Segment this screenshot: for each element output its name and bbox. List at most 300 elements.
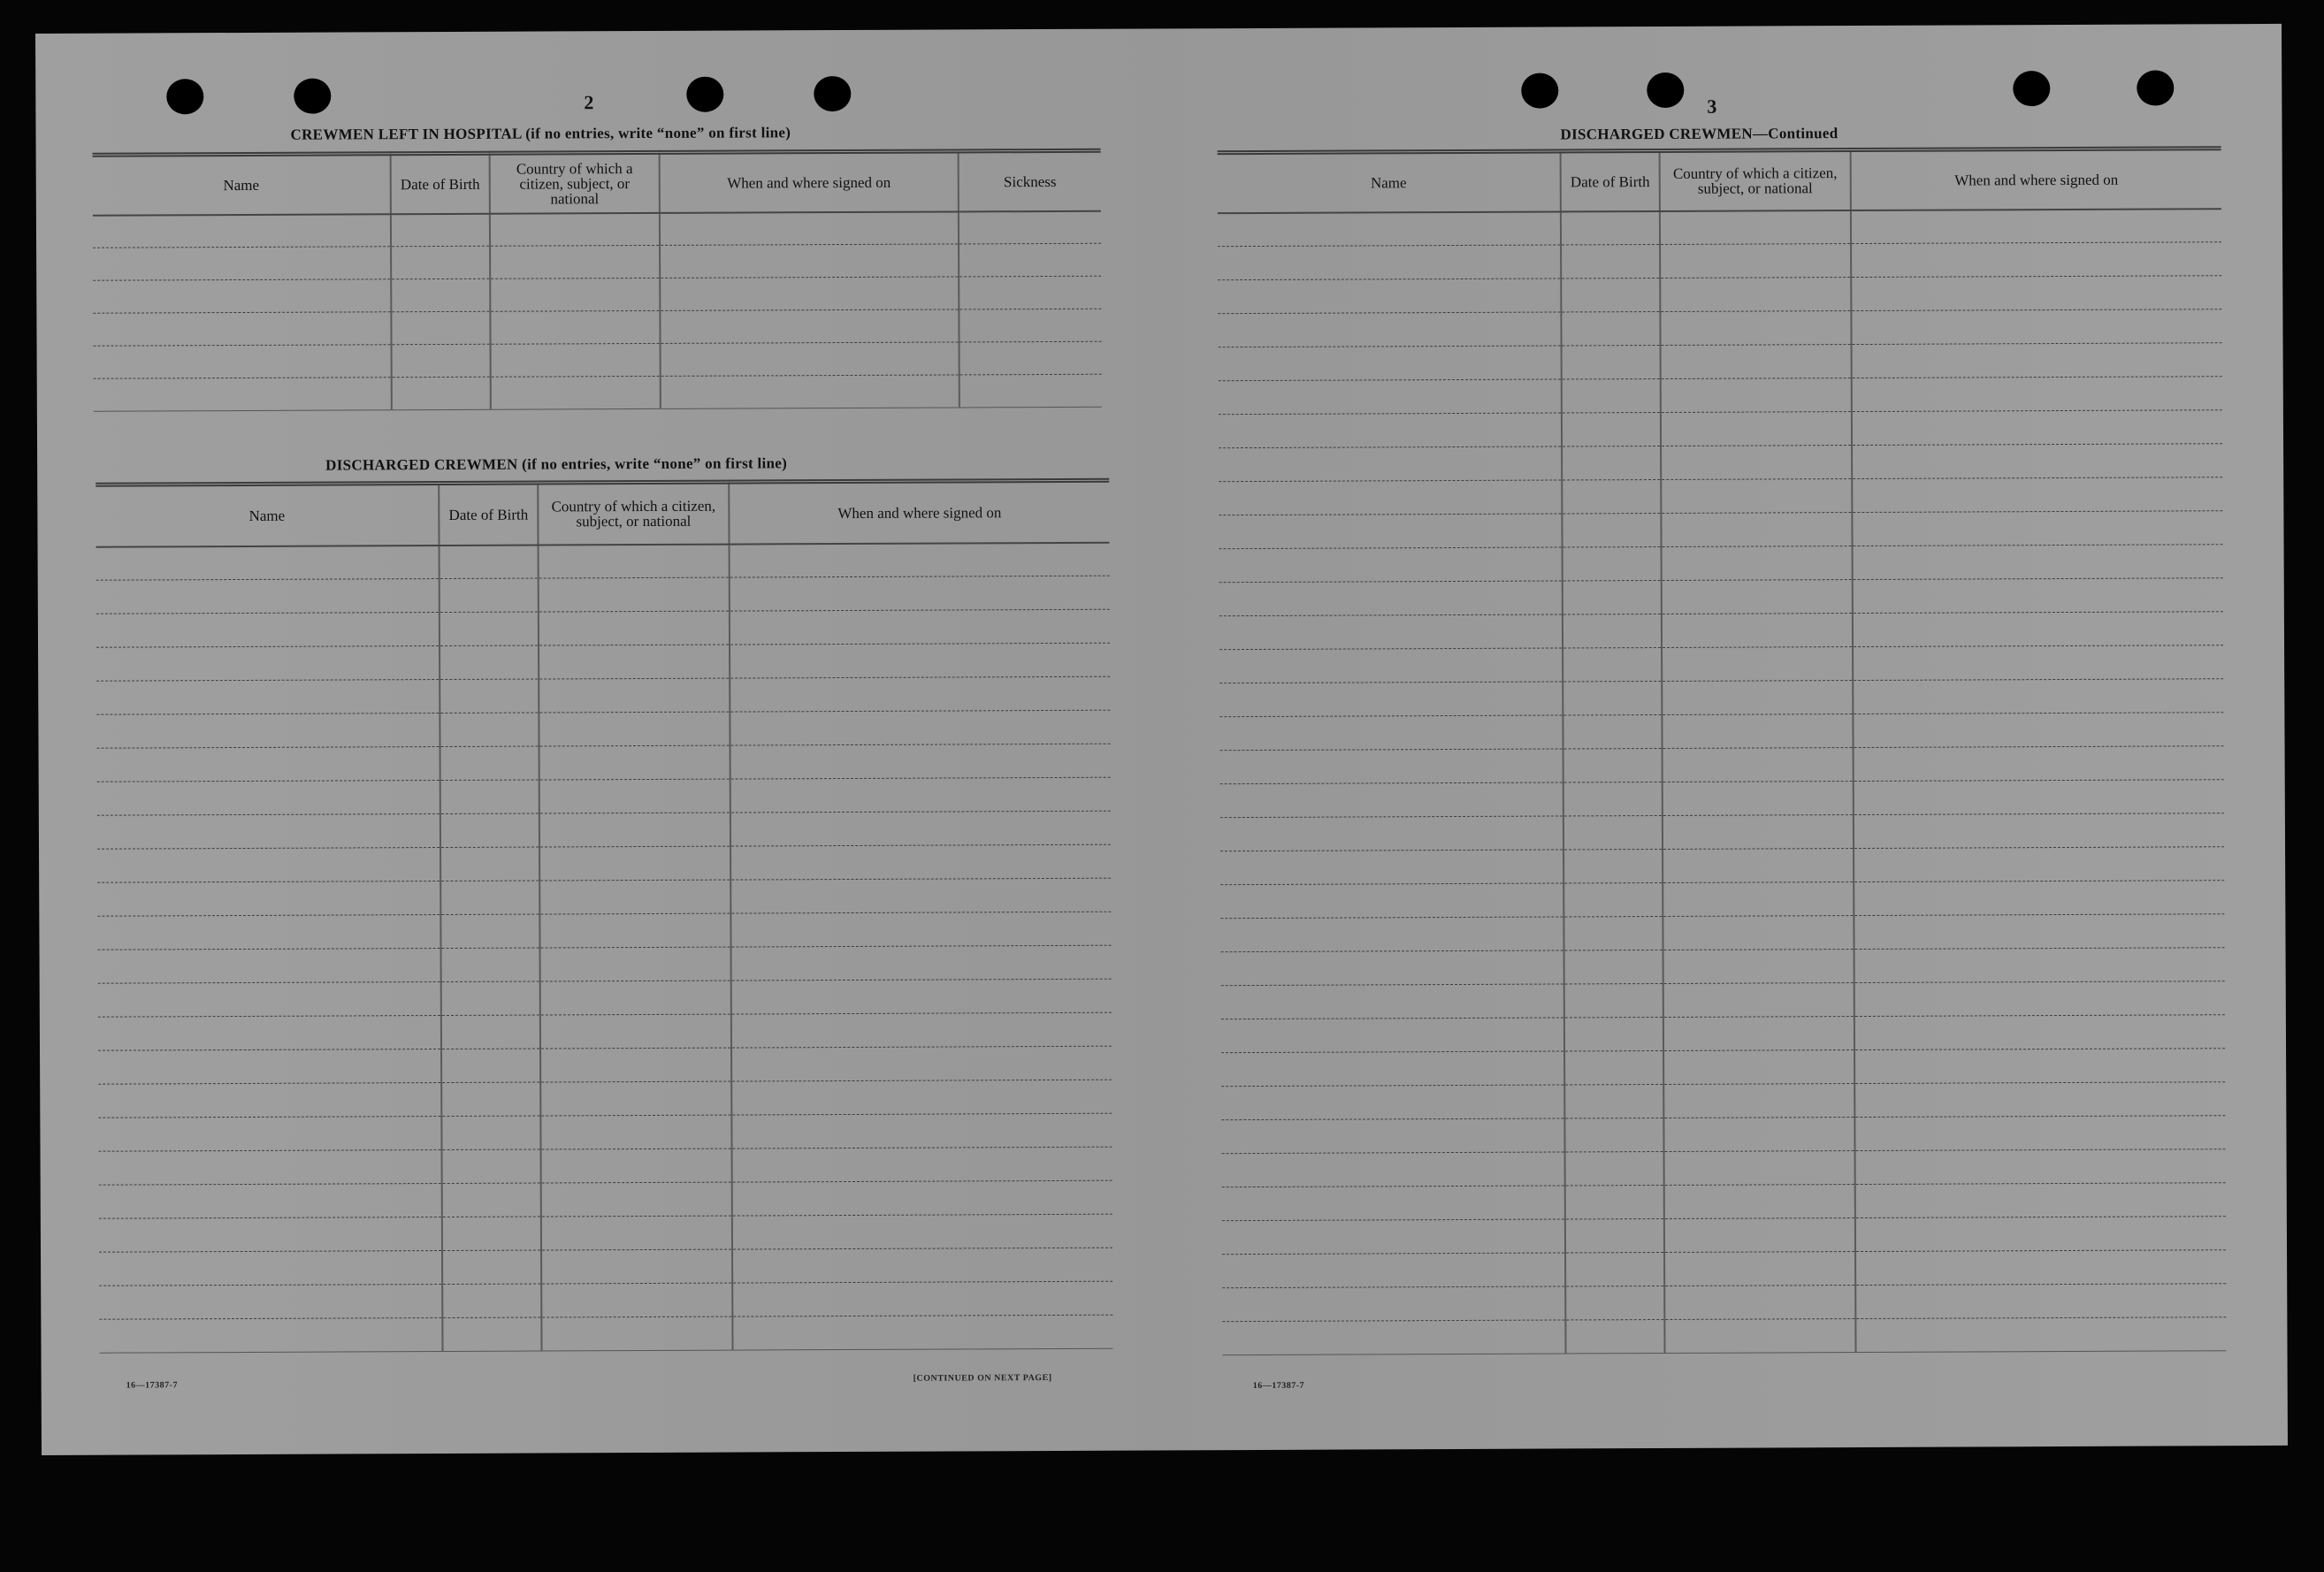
blank-cell (959, 374, 1102, 408)
blank-cell (1855, 1217, 2226, 1252)
blank-cell (1222, 1286, 1565, 1322)
blank-cell (732, 1248, 1112, 1283)
table-row (1219, 511, 2222, 549)
document-sheet (35, 24, 2288, 1455)
table-row (1222, 1149, 2226, 1187)
table-row (97, 912, 1111, 950)
blank-cell (731, 1080, 1112, 1115)
blank-cell (1854, 780, 2224, 815)
blank-cell (539, 846, 730, 881)
blank-cell (731, 1012, 1112, 1048)
table-row (1218, 209, 2221, 247)
blank-cell (1565, 1286, 1664, 1319)
blank-cell (440, 746, 539, 780)
blank-cell (1563, 849, 1663, 882)
blank-cell (1661, 479, 1852, 514)
blank-cell (731, 1046, 1112, 1081)
blank-cell (1664, 1151, 1855, 1186)
blank-cell (440, 914, 539, 948)
table-row (93, 243, 1101, 280)
blank-cell (1852, 377, 2222, 412)
blank-cell (661, 375, 959, 408)
blank-cell (391, 311, 490, 344)
blank-cell (1663, 1118, 1854, 1152)
blank-cell (96, 579, 440, 614)
blank-cell (1663, 849, 1854, 883)
blank-cell (490, 278, 660, 311)
blank-cell (1219, 346, 1562, 381)
blank-cell (98, 982, 441, 1018)
table-row (1220, 780, 2224, 818)
table-row (1220, 746, 2224, 784)
blank-cell (1853, 578, 2223, 614)
table-row (1219, 578, 2223, 616)
col-signed-on-header: When and where signed on (660, 151, 959, 212)
blank-cell (490, 310, 660, 344)
blank-cell (1853, 679, 2223, 714)
blank-cell (730, 912, 1111, 947)
blank-cell (440, 713, 539, 746)
table-row (97, 744, 1111, 782)
blank-cell (442, 1317, 541, 1351)
blank-cell (732, 1180, 1112, 1216)
blank-cell (660, 211, 959, 245)
blank-cell (392, 377, 491, 409)
blank-cell (1563, 614, 1662, 647)
blank-cell (540, 1014, 731, 1049)
blank-cell (440, 847, 539, 881)
blank-cell (97, 814, 440, 850)
blank-cell (1219, 446, 1562, 482)
blank-cell (731, 979, 1112, 1014)
blank-cell (1562, 513, 1661, 546)
blank-cell (1565, 1218, 1664, 1252)
blank-cell (490, 245, 660, 279)
blank-cell (1563, 546, 1662, 580)
table-row (93, 309, 1101, 346)
continued-note: [CONTINUED ON NEXT PAGE] (913, 1372, 1052, 1384)
punch-hole (1647, 72, 1684, 108)
table-row (1220, 881, 2224, 919)
blank-cell (440, 578, 539, 612)
blank-cell (1220, 782, 1563, 818)
blank-cell (440, 813, 539, 847)
blank-cell (1563, 882, 1663, 916)
punch-hole (166, 79, 203, 114)
blank-cell (98, 1117, 441, 1152)
blank-cell (96, 546, 440, 581)
blank-cell (391, 246, 490, 279)
blank-cell (99, 1184, 442, 1219)
blank-cell (96, 714, 440, 749)
blank-cell (1565, 1319, 1664, 1353)
blank-cell (1852, 511, 2222, 546)
table-row (98, 979, 1112, 1017)
blank-cell (1662, 681, 1853, 715)
blank-cell (442, 1250, 541, 1284)
table-row (1219, 477, 2222, 515)
blank-cell (441, 1116, 540, 1149)
blank-cell (93, 279, 391, 313)
blank-cell (1663, 950, 1854, 984)
blank-cell (730, 676, 1110, 712)
blank-cell (1854, 981, 2225, 1017)
table-row (1218, 242, 2221, 280)
blank-cell (1563, 580, 1662, 614)
col-country-header: Country of which a citizen, subject, or national (1660, 150, 1851, 211)
blank-cell (730, 710, 1110, 745)
discharged-section-title: DISCHARGED CREWMEN (if no entries, write “none” on first line) (325, 454, 788, 474)
blank-cell (1854, 948, 2225, 983)
blank-cell (1219, 547, 1563, 583)
table-row (1220, 813, 2224, 851)
blank-cell (1221, 1051, 1564, 1087)
blank-cell (441, 1049, 540, 1082)
blank-cell (1222, 1320, 1565, 1355)
blank-cell (539, 745, 730, 780)
blank-cell (1219, 648, 1563, 683)
blank-cell (959, 276, 1101, 309)
blank-cell (442, 1217, 541, 1250)
blank-cell (391, 279, 490, 311)
blank-cell (96, 680, 440, 715)
table-row (1221, 1116, 2225, 1154)
table-row (1219, 713, 2223, 751)
blank-cell (539, 544, 730, 578)
blank-cell (1662, 546, 1853, 581)
blank-cell (1565, 1252, 1664, 1286)
table-row (1219, 410, 2222, 448)
blank-cell (539, 880, 730, 914)
blank-cell (1855, 1183, 2226, 1218)
table-row (99, 1281, 1112, 1319)
table-row (1222, 1284, 2226, 1322)
blank-cell (539, 813, 730, 847)
blank-cell (1854, 746, 2224, 782)
blank-cell (1664, 1218, 1855, 1253)
blank-cell (1664, 1252, 1855, 1286)
table-row (1219, 679, 2223, 717)
blank-cell (1221, 1085, 1564, 1120)
blank-cell (440, 679, 539, 713)
blank-cell (1662, 647, 1853, 682)
blank-cell (440, 881, 539, 914)
blank-cell (540, 1115, 731, 1149)
table-row (1220, 914, 2224, 952)
blank-cell (99, 1285, 442, 1320)
blank-cell (730, 576, 1110, 611)
blank-cell (99, 1318, 442, 1354)
blank-cell (539, 712, 730, 746)
blank-cell (1218, 245, 1561, 280)
blank-cell (1219, 514, 1562, 549)
punch-hole (814, 76, 851, 111)
blank-cell (1561, 278, 1660, 311)
blank-cell (540, 947, 731, 981)
blank-cell (491, 343, 661, 377)
blank-cell (541, 1249, 732, 1284)
blank-cell (541, 1182, 732, 1217)
blank-cell (94, 378, 392, 411)
table-row (98, 1113, 1112, 1151)
blank-cell (730, 643, 1110, 678)
punch-hole (686, 77, 723, 112)
right-form-code: 16—17387-7 (1252, 1380, 1305, 1392)
left-page-number: 2 (584, 91, 594, 114)
blank-cell (661, 342, 959, 376)
col-name-header: Name (1218, 151, 1561, 213)
blank-cell (541, 1283, 732, 1317)
table-row (93, 210, 1101, 248)
table-row (99, 1248, 1112, 1286)
discharged-table (96, 478, 1112, 1354)
blank-cell (1854, 881, 2224, 916)
blank-cell (660, 277, 959, 310)
blank-cell (97, 848, 440, 883)
blank-cell (99, 1150, 442, 1186)
blank-cell (959, 243, 1101, 277)
blank-cell (1663, 983, 1854, 1018)
blank-cell (1563, 647, 1662, 681)
table-row (1219, 377, 2222, 415)
blank-cell (1854, 1116, 2225, 1151)
blank-cell (93, 247, 391, 280)
blank-cell (1852, 410, 2222, 446)
blank-cell (732, 1147, 1112, 1182)
blank-cell (539, 611, 730, 645)
blank-cell (730, 878, 1111, 913)
blank-cell (732, 1281, 1112, 1316)
blank-cell (1662, 714, 1853, 749)
table-row (1219, 444, 2222, 482)
table-row (98, 945, 1112, 983)
blank-cell (1222, 1152, 1565, 1187)
blank-cell (1562, 412, 1661, 446)
blank-cell (1852, 477, 2222, 513)
table-row (1222, 1183, 2226, 1221)
blank-cell (392, 344, 491, 377)
blank-cell (442, 1149, 541, 1183)
blank-cell (1562, 479, 1661, 513)
blank-cell (1218, 312, 1561, 347)
blank-cell (1661, 345, 1852, 379)
table-row (1218, 309, 2221, 347)
blank-cell (93, 214, 391, 248)
punch-hole (1521, 72, 1558, 108)
table-row (1222, 1250, 2226, 1288)
blank-cell (1854, 1015, 2225, 1050)
col-dob-header: Date of Birth (439, 483, 538, 545)
blank-cell (1855, 1284, 2226, 1319)
blank-cell (1565, 1151, 1664, 1185)
blank-cell (98, 949, 441, 984)
table-row (1219, 545, 2223, 583)
blank-cell (94, 345, 392, 378)
table-row (98, 1012, 1112, 1050)
table-row (99, 1214, 1112, 1252)
blank-cell (1662, 580, 1853, 614)
table-row (97, 878, 1111, 916)
table-row (99, 1180, 1112, 1218)
blank-cell (97, 915, 440, 950)
blank-cell (1853, 612, 2223, 647)
blank-cell (1219, 379, 1562, 415)
blank-cell (1218, 279, 1561, 314)
blank-cell (539, 577, 730, 612)
blank-cell (1220, 749, 1563, 784)
blank-cell (1855, 1317, 2226, 1353)
blank-cell (1854, 1049, 2225, 1084)
blank-cell (1661, 412, 1852, 446)
blank-cell (1563, 681, 1662, 714)
blank-cell (1854, 847, 2224, 882)
blank-cell (1854, 813, 2224, 849)
blank-cell (491, 376, 661, 409)
right-page-number: 3 (1707, 95, 1717, 118)
blank-cell (1661, 446, 1852, 480)
blank-cell (1854, 914, 2224, 950)
blank-cell (1221, 984, 1564, 1019)
left-form-code: 16—17387-7 (126, 1380, 179, 1391)
blank-cell (730, 542, 1110, 577)
blank-cell (1219, 480, 1562, 515)
blank-cell (1663, 748, 1854, 782)
blank-cell (97, 881, 440, 917)
blank-cell (441, 1082, 540, 1116)
blank-cell (1218, 211, 1561, 247)
col-signed-on-header: When and where signed on (729, 480, 1109, 544)
blank-cell (732, 1214, 1112, 1249)
blank-cell (1220, 883, 1563, 919)
blank-cell (441, 1015, 540, 1049)
blank-cell (539, 779, 730, 813)
blank-cell (441, 948, 540, 981)
blank-cell (732, 1315, 1112, 1350)
blank-cell (1222, 1219, 1565, 1255)
blank-cell (1563, 782, 1663, 815)
blank-cell (959, 210, 1101, 244)
blank-cell (730, 609, 1110, 645)
col-sickness-header: Sickness (959, 150, 1101, 211)
blank-cell (1854, 1082, 2225, 1118)
punch-hole (294, 79, 331, 114)
blank-cell (1564, 1084, 1663, 1118)
blank-cell (1564, 950, 1663, 983)
table-row (1221, 1015, 2225, 1053)
col-dob-header: Date of Birth (391, 153, 490, 213)
blank-cell (540, 1081, 731, 1116)
blank-cell (442, 1183, 541, 1217)
blank-cell (1851, 242, 2221, 278)
col-dob-header: Date of Birth (1561, 150, 1660, 210)
blank-cell (1663, 1050, 1854, 1085)
blank-cell (1853, 645, 2223, 681)
blank-cell (96, 613, 440, 648)
blank-cell (1851, 209, 2221, 244)
blank-cell (1222, 1186, 1565, 1221)
blank-cell (1562, 378, 1661, 412)
blank-cell (1664, 1185, 1855, 1219)
blank-cell (98, 1049, 441, 1085)
blank-cell (1663, 815, 1854, 850)
blank-cell (1564, 983, 1663, 1017)
blank-cell (1851, 309, 2221, 345)
table-row (1222, 1317, 2226, 1355)
hospital-table (93, 149, 1102, 412)
blank-cell (440, 645, 539, 679)
col-country-header: Country of which a citizen, subject, or national (490, 152, 660, 213)
table-row (99, 1315, 1112, 1353)
blank-cell (541, 1316, 732, 1351)
blank-cell (730, 811, 1111, 846)
table-row (98, 1046, 1112, 1084)
blank-cell (1855, 1149, 2226, 1185)
blank-cell (1220, 816, 1563, 851)
blank-cell (97, 781, 440, 816)
blank-cell (1222, 1253, 1565, 1288)
blank-cell (440, 612, 539, 645)
blank-cell (98, 1016, 441, 1051)
col-name-header: Name (96, 484, 439, 547)
blank-cell (539, 645, 730, 679)
blank-cell (1561, 244, 1660, 278)
blank-cell (1219, 614, 1563, 650)
blank-cell (1220, 917, 1563, 952)
table-row (1219, 645, 2223, 683)
blank-cell (731, 945, 1112, 981)
blank-cell (730, 777, 1111, 813)
blank-cell (1565, 1185, 1664, 1218)
table-row (1220, 847, 2224, 885)
blank-cell (1563, 815, 1663, 849)
blank-cell (540, 1048, 731, 1082)
blank-cell (541, 1216, 732, 1250)
blank-cell (541, 1148, 732, 1183)
blank-cell (1219, 581, 1563, 616)
blank-cell (1219, 682, 1563, 717)
blank-cell (490, 212, 660, 246)
table-row (94, 374, 1102, 411)
blank-cell (1564, 1050, 1663, 1084)
blank-cell (1221, 1018, 1564, 1053)
col-name-header: Name (93, 154, 391, 215)
blank-cell (441, 981, 540, 1015)
col-country-header: Country of which a citizen, subject, or national (538, 482, 729, 545)
blank-cell (97, 747, 440, 782)
table-row (94, 341, 1102, 378)
table-row (97, 844, 1111, 882)
table-row (97, 777, 1111, 815)
blank-cell (1660, 278, 1851, 312)
blank-cell (1564, 1118, 1663, 1151)
blank-cell (1219, 715, 1563, 751)
blank-cell (1851, 276, 2221, 311)
punch-hole (2013, 71, 2050, 106)
blank-cell (1563, 916, 1663, 950)
table-row (96, 676, 1110, 714)
blank-cell (1660, 210, 1851, 245)
blank-cell (99, 1217, 442, 1253)
blank-cell (440, 780, 539, 813)
blank-cell (660, 309, 959, 343)
blank-cell (730, 744, 1111, 779)
blank-cell (1563, 748, 1663, 782)
blank-cell (1562, 345, 1661, 378)
table-row (1219, 612, 2223, 650)
blank-cell (660, 244, 959, 278)
blank-cell (1660, 311, 1851, 346)
table-row (96, 643, 1110, 681)
